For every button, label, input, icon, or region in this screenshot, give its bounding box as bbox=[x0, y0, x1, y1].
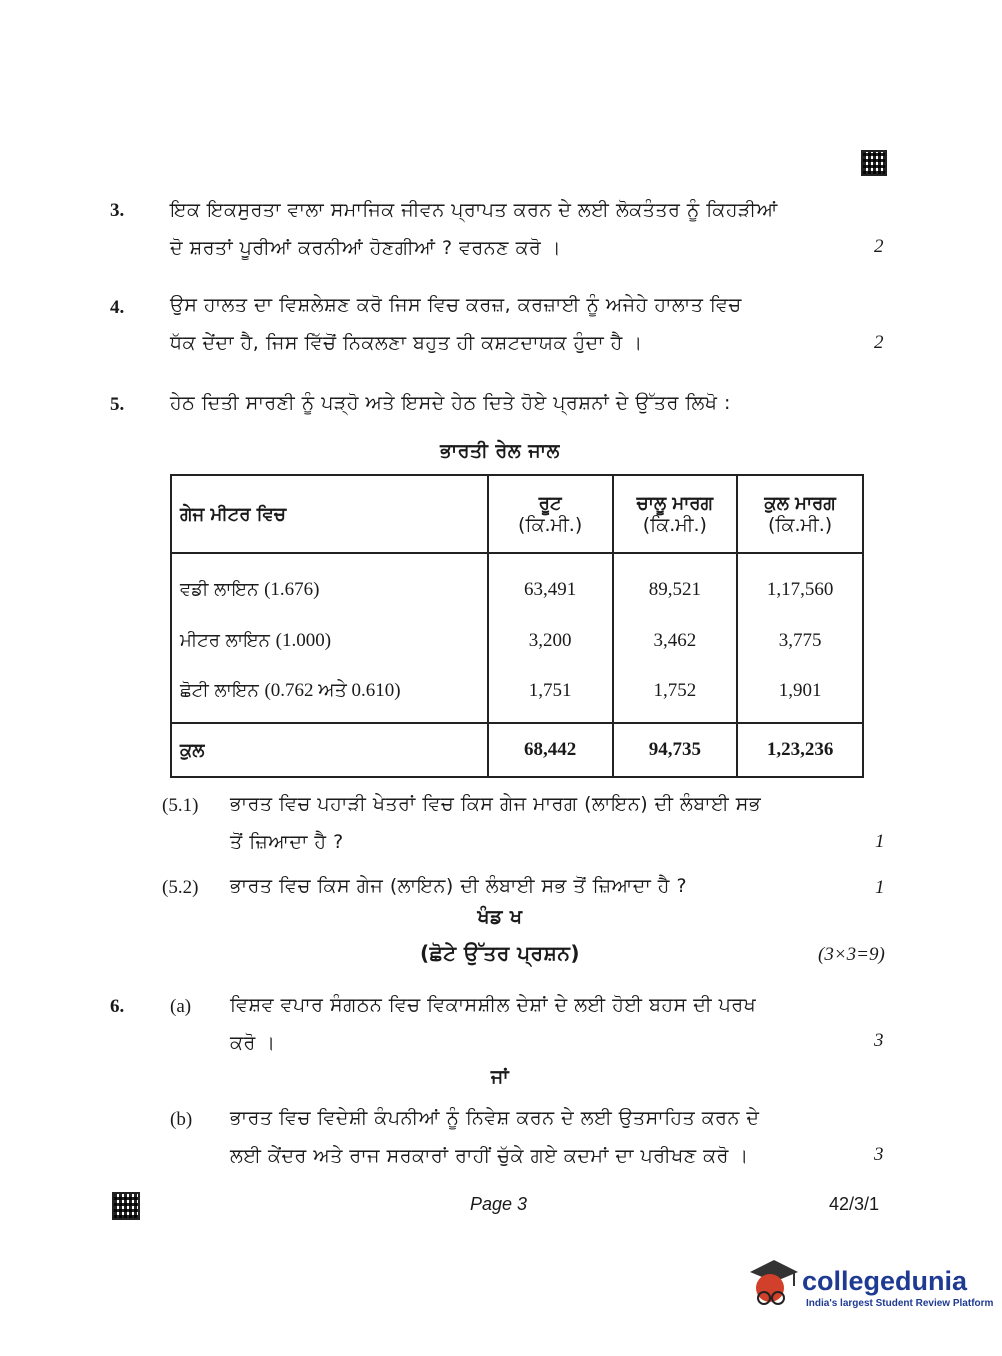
q52-number: (5.2) bbox=[162, 877, 199, 898]
rail-network-table bbox=[170, 474, 864, 778]
row-label: ਛੋਟੀ ਲਾਇਨ bbox=[180, 680, 259, 701]
row-total: 3,775 bbox=[737, 615, 863, 667]
q3-marks: 2 bbox=[874, 236, 884, 257]
table-row bbox=[171, 667, 863, 723]
table-header-row bbox=[171, 475, 863, 553]
row-running: 1,752 bbox=[613, 667, 738, 723]
q6a-text bbox=[230, 986, 860, 1062]
row-label-cell bbox=[171, 615, 488, 667]
header-total bbox=[737, 475, 863, 553]
q52-line1: ਭਾਰਤ ਵਿਚ ਕਿਸ ਗੇਜ (ਲਾਇਨ) ਦੀ ਲੰਬਾਈ ਸਭ ਤੋਂ ਜ਼ਿਆਦਾ ਹੈ ? bbox=[230, 875, 688, 897]
section-subtitle: (ਛੋਟੇ ਉੱਤਰ ਪ੍ਰਸ਼ਨ) bbox=[420, 941, 580, 965]
header-gauge: ਗੇਜ ਮੀਟਰ ਵਿਚ bbox=[171, 475, 488, 553]
header-route-unit: (ਕਿ.ਮੀ.) bbox=[518, 513, 583, 536]
q4-line1: ਉਸ ਹਾਲਤ ਦਾ ਵਿਸ਼ਲੇਸ਼ਣ ਕਰੋ ਜਿਸ ਵਿਚ ਕਰਜ਼, ਕਰਜ਼ਾਈ ਨੂੰ ਅਜੇਹੇ ਹਾਲਾਤ ਵਿਚ bbox=[170, 294, 742, 316]
q6b-marks: 3 bbox=[874, 1144, 884, 1165]
q6a-line1: ਵਿਸ਼ਵ ਵਪਾਰ ਸੰਗਠਨ ਵਿਚ ਵਿਕਾਸਸ਼ੀਲ ਦੇਸ਼ਾਂ ਦੇ ਲਈ ਹੋਈ ਬਹਸ ਦੀ ਪਰਖ bbox=[230, 994, 757, 1016]
q6a-line2: ਕਰੋ । bbox=[230, 1032, 276, 1054]
total-running: 94,735 bbox=[613, 723, 738, 777]
q3-line2: ਦੋ ਸ਼ਰਤਾਂ ਪੂਰੀਆਂ ਕਰਨੀਆਂ ਹੋਣਗੀਆਂ ? ਵਰਨਣ ਕਰੋ । bbox=[170, 237, 562, 259]
q4-text bbox=[170, 286, 860, 362]
watermark-brand: collegedunia bbox=[802, 1266, 968, 1296]
q5-number: 5. bbox=[110, 394, 125, 415]
q3-text bbox=[170, 191, 850, 267]
collegedunia-logo-icon bbox=[744, 1252, 800, 1310]
header-route-label: ਰੂਟ bbox=[538, 492, 562, 514]
q3-line1: ਇਕ ਇਕਸੁਰਤਾ ਵਾਲਾ ਸਮਾਜਿਕ ਜੀਵਨ ਪ੍ਰਾਪਤ ਕਰਨ ਦੇ ਲਈ ਲੋਕਤੰਤਰ ਨੂੰ ਕਿਹੜੀਆਂ bbox=[170, 199, 778, 221]
row-route: 63,491 bbox=[488, 553, 613, 615]
section-marks: (3×3=9) bbox=[818, 944, 885, 965]
watermark-tagline: India's largest Student Review Platform bbox=[806, 1298, 994, 1309]
q51-marks: 1 bbox=[875, 831, 885, 852]
q5-line1: ਹੇਠ ਦਿਤੀ ਸਾਰਣੀ ਨੂੰ ਪੜ੍ਹੋ ਅਤੇ ਇਸਦੇ ਹੇਠ ਦਿਤੇ ਹੋਏ ਪ੍ਰਸ਼ਨਾਂ ਦੇ ਉੱਤਰ ਲਿਖੋ : bbox=[170, 392, 731, 414]
table-row bbox=[171, 553, 863, 615]
q6b-line1: ਭਾਰਤ ਵਿਚ ਵਿਦੇਸ਼ੀ ਕੰਪਨੀਆਂ ਨੂੰ ਨਿਵੇਸ਼ ਕਰਨ ਦੇ ਲਈ ਉਤਸਾਹਿਤ ਕਰਨ ਦੇ bbox=[230, 1107, 760, 1129]
row-gauge: (1.000) bbox=[275, 630, 332, 651]
row-label-cell bbox=[171, 553, 488, 615]
section-title: ਖੰਡ ਖ bbox=[477, 906, 523, 928]
row-gauge: (0.762 ਅਤੇ 0.610) bbox=[264, 680, 401, 701]
q3-number: 3. bbox=[110, 200, 125, 221]
q6-number: 6. bbox=[110, 996, 125, 1017]
q51-text bbox=[230, 785, 860, 861]
row-route: 1,751 bbox=[488, 667, 613, 723]
total-route: 68,442 bbox=[488, 723, 613, 777]
row-gauge: (1.676) bbox=[264, 579, 320, 600]
qr-code-icon bbox=[861, 150, 887, 176]
row-total: 1,901 bbox=[737, 667, 863, 723]
row-running: 3,462 bbox=[613, 615, 738, 667]
q4-number: 4. bbox=[110, 297, 125, 318]
row-label: ਮੀਟਰ ਲਾਇਨ bbox=[180, 630, 270, 651]
q6b-label: (b) bbox=[170, 1109, 193, 1130]
header-total-label: ਕੁਲ ਮਾਰਗ bbox=[764, 492, 836, 514]
q6a-marks: 3 bbox=[874, 1030, 884, 1051]
q4-marks: 2 bbox=[874, 332, 884, 353]
row-route: 3,200 bbox=[488, 615, 613, 667]
q51-line2: ਤੋਂ ਜ਼ਿਆਦਾ ਹੈ ? bbox=[230, 831, 344, 853]
row-label: ਵਡੀ ਲਾਇਨ bbox=[180, 579, 259, 600]
q52-marks: 1 bbox=[875, 877, 885, 898]
q4-line2: ਧੱਕ ਦੇਂਦਾ ਹੈ, ਜਿਸ ਵਿੱਚੋਂ ਨਿਕਲਣਾ ਬਹੁਤ ਹੀ ਕਸ਼ਟਦਾਯਕ ਹੁੰਦਾ ਹੈ । bbox=[170, 332, 643, 354]
paper-code: 42/3/1 bbox=[829, 1194, 880, 1214]
total-total: 1,23,236 bbox=[737, 723, 863, 777]
page-number: Page 3 bbox=[470, 1194, 528, 1214]
qr-code-icon bbox=[112, 1192, 140, 1220]
table-total-row bbox=[171, 723, 863, 777]
total-label: ਕੁਲ bbox=[171, 723, 488, 777]
q51-line1: ਭਾਰਤ ਵਿਚ ਪਹਾੜੀ ਖੇਤਰਾਂ ਵਿਚ ਕਿਸ ਗੇਜ ਮਾਰਗ (ਲਾਇਨ) ਦੀ ਲੰਬਾਈ ਸਭ bbox=[230, 793, 762, 815]
header-running-label: ਚਾਲੂ ਮਾਰਗ bbox=[636, 492, 714, 514]
q6b-line2: ਲਈ ਕੇਂਦਰ ਅਤੇ ਰਾਜ ਸਰਕਾਰਾਂ ਰਾਹੀਂ ਚੁੱਕੇ ਗਏ ਕਦਮਾਂ ਦਾ ਪਰੀਖਣ ਕਰੋ । bbox=[230, 1145, 749, 1167]
row-label-cell bbox=[171, 667, 488, 723]
table-title: ਭਾਰਤੀ ਰੇਲ ਜਾਲ bbox=[440, 440, 560, 462]
q6a-label: (a) bbox=[170, 996, 192, 1017]
header-running-unit: (ਕਿ.ਮੀ.) bbox=[642, 513, 707, 536]
table-row bbox=[171, 615, 863, 667]
row-running: 89,521 bbox=[613, 553, 738, 615]
or-label: ਜਾਂ bbox=[490, 1066, 510, 1088]
row-total: 1,17,560 bbox=[737, 553, 863, 615]
header-route bbox=[488, 475, 613, 553]
q6b-text bbox=[230, 1099, 860, 1175]
header-running bbox=[613, 475, 738, 553]
q51-number: (5.1) bbox=[162, 795, 199, 816]
header-total-unit: (ਕਿ.ਮੀ.) bbox=[768, 513, 833, 536]
